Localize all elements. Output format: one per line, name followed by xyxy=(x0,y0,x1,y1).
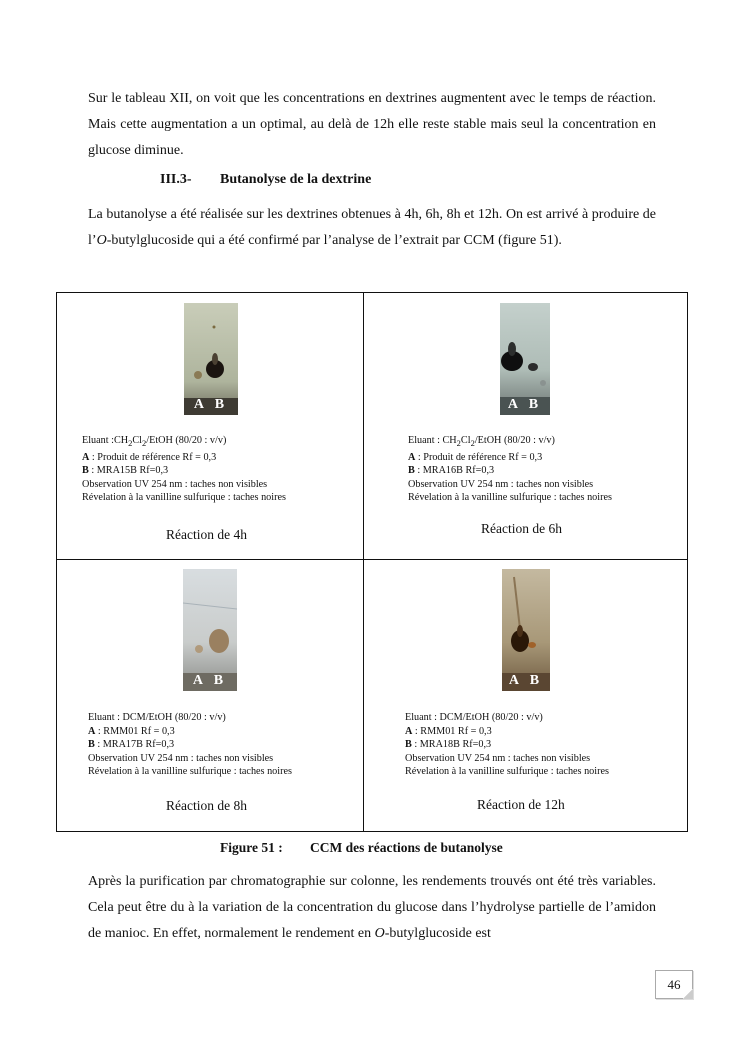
lane-b-line: B : MRA18B Rf=0,3 xyxy=(405,739,492,750)
ccm-figure-grid xyxy=(56,292,688,832)
tlc-plate-image xyxy=(502,569,550,691)
eluant-line: Eluant : $CH_2Cl_2$/EtOH (80/20 : v/v) xyxy=(408,435,555,449)
uv-line: Observation UV 254 nm : taches non visibles xyxy=(408,478,594,490)
purification-text: Après la purification par chromatographie sur colonne, les rendements trouvés ont été très variables. Cela peut être du à la variation de la concentration du glucose dans l’hydrolyse partielle de l’amidon de manioc. En effet, normalement le rendement en O-butylglucoside est xyxy=(88,874,656,941)
panel-info xyxy=(405,711,609,779)
revelation-line: Révelation à la vanilline sulfurique : taches noires xyxy=(82,492,286,504)
panel-6h xyxy=(364,293,687,559)
uv-line: Observation UV 254 nm : taches non visibles xyxy=(88,752,274,764)
panel-8h xyxy=(57,560,363,831)
panel-info xyxy=(408,434,612,505)
reaction-label: Réaction de 12h xyxy=(477,797,565,812)
butanolyse-paragraph xyxy=(88,202,656,254)
page-curl-icon xyxy=(683,989,693,999)
intro-paragraph xyxy=(88,86,656,164)
panel-12h xyxy=(364,560,687,831)
lane-b-line: B : MRA17B Rf=0,3 xyxy=(88,739,175,750)
page-number-box xyxy=(655,970,693,999)
reaction-label: Réaction de 4h xyxy=(166,527,247,542)
figure-caption xyxy=(220,840,503,856)
lane-b-line: B : MRA15B Rf=0,3 xyxy=(82,465,169,477)
lane-a-line: A : RMM01 Rf = 0,3 xyxy=(88,725,175,737)
tlc-plate-image xyxy=(183,569,237,691)
panel-4h xyxy=(57,293,363,559)
tlc-plate-image xyxy=(184,303,238,415)
plate-lane-labels: A B xyxy=(507,397,543,412)
revelation-line: Révelation à la vanilline sulfurique : taches noires xyxy=(405,766,609,777)
eluant-line: Eluant : DCM/EtOH (80/20 : v/v) xyxy=(405,712,543,723)
intro-text: Sur le tableau XII, on voit que les concentrations en dextrines augmentent avec le temps de réaction. Mais cette augmentation a un optimal, au delà de 12h elle reste stable mais seul la concentration en glucose diminue. xyxy=(88,91,656,158)
figure-label: Figure 51 : xyxy=(220,840,283,855)
section-title: Butanolyse de la dextrine xyxy=(220,172,372,187)
lane-a-line: A : RMM01 Rf = 0,3 xyxy=(405,725,492,737)
tlc-plate-image xyxy=(500,303,550,415)
plate-lane-labels: A B xyxy=(192,673,228,688)
eluant-line: Eluant $:CH_2Cl_2$/EtOH (80/20 : v/v) xyxy=(82,435,227,449)
panel-info xyxy=(88,711,292,779)
plate-lane-labels: A B xyxy=(508,673,544,688)
revelation-line: Révelation à la vanilline sulfurique : taches noires xyxy=(408,492,612,504)
lane-a-line: A : Produit de référence Rf = 0,3 xyxy=(408,451,543,463)
butanolyse-text: La butanolyse a été réalisée sur les dextrines obtenues à 4h, 6h, 8h et 12h. On est arrivé à produire de l’O-butylglucoside qui a été confirmé par l’analyse de l’extrait par CCM (figure 51). xyxy=(88,207,656,248)
reaction-label: Réaction de 8h xyxy=(166,798,247,813)
reaction-label: Réaction de 6h xyxy=(481,521,562,536)
revelation-line: Révelation à la vanilline sulfurique : taches noires xyxy=(88,766,292,777)
section-number: III.3- xyxy=(160,172,192,187)
uv-line: Observation UV 254 nm : taches non visibles xyxy=(405,752,591,764)
uv-line: Observation UV 254 nm : taches non visibles xyxy=(82,478,268,490)
panel-info xyxy=(82,434,286,505)
section-heading xyxy=(160,172,371,188)
plate-lane-labels: A B xyxy=(193,397,229,412)
figure-caption-text: CCM des réactions de butanolyse xyxy=(310,840,503,855)
lane-a-line: A : Produit de référence Rf = 0,3 xyxy=(82,451,217,463)
lane-b-line: B : MRA16B Rf=0,3 xyxy=(408,465,495,477)
eluant-line: Eluant : DCM/EtOH (80/20 : v/v) xyxy=(88,712,226,723)
page-number: 46 xyxy=(667,977,681,992)
purification-paragraph xyxy=(88,869,656,947)
